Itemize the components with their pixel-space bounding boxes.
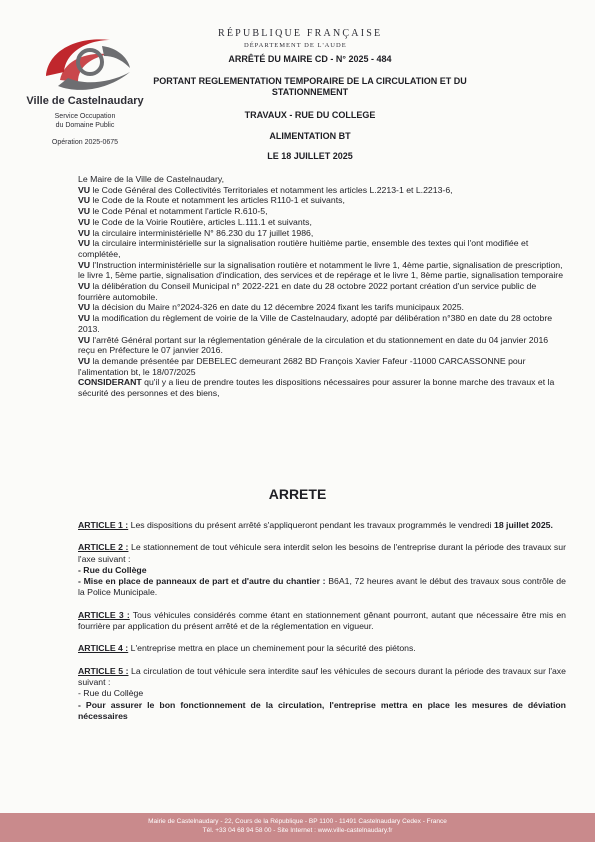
preamble-item (78, 335, 566, 356)
preamble-item (78, 377, 566, 398)
preamble-text: la décision du Maire n°2024-326 en date du 12 décembre 2024 fixant les tarifs municipaux 2025. (90, 302, 464, 313)
preamble-text: la modification du règlement de voirie de la Ville de Castelnaudary, adopté par délibération n°380 en date du 28 octobre 2013. (78, 313, 553, 334)
subject-line-2: STATIONNEMENT (271, 87, 349, 97)
preamble-item (78, 228, 566, 239)
article-5 (78, 666, 566, 722)
subject-line-1: PORTANT REGLEMENTATION TEMPORAIRE DE LA CIRCULATION ET DU (153, 76, 467, 86)
preamble-intro: Le Maire de la Ville de Castelnaudary, (78, 174, 225, 184)
article-4 (78, 643, 566, 654)
preamble-keyword: VU (78, 313, 91, 324)
preamble-text: l'arrêté Général portant sur la réglementation générale de la circulation et du stationnement en date du 04 janvier 2016 reçu en Préfecture le 07 janvier 2016. (78, 334, 549, 356)
article-5-text: La circulation de tout véhicule sera interdite sauf les véhicules de secours durant la période des travaux sur l'axe suivant : (78, 665, 566, 687)
preamble-keyword: VU (78, 238, 91, 249)
preamble-item (78, 356, 566, 377)
service-line-2: du Domaine Public (55, 122, 115, 129)
preamble-text: le Code de la Route et notamment les articles R110-1 et suivants, (90, 195, 345, 206)
article-5-street: - Rue du Collège (78, 688, 144, 699)
article-2 (78, 542, 566, 598)
preamble-keyword: VU (78, 227, 91, 238)
preamble-keyword: VU (78, 302, 91, 313)
alimentation-title: ALIMENTATION BT (269, 131, 351, 141)
preamble-keyword: VU (78, 259, 91, 270)
article-5-label: ARTICLE 5 : (78, 665, 129, 676)
article-3-label: ARTICLE 3 : (78, 609, 130, 620)
preamble-item (78, 313, 566, 334)
article-2-panel-label: - Mise en place de panneaux de part et d'autre du chantier : (78, 576, 326, 587)
preamble-item (78, 185, 566, 196)
preamble-text: la demande présentée par DEBELEC demeurant 2682 BD François Xavier Fafeur -11000 CARCASSONNE pour l'alimentation bt, le 18/07/2025 (78, 355, 526, 377)
preamble-item (78, 195, 566, 206)
preamble-keyword: VU (78, 195, 91, 206)
preamble-keyword: VU (78, 281, 91, 292)
article-1 (78, 520, 566, 531)
article-2-label: ARTICLE 2 : (78, 542, 129, 553)
preamble-text: l'Instruction interministérielle sur la signalisation routière et notamment le livre 1, 4ème partie, signalisation de prescription, le livre 1, 5ème partie, signalisation d'indication, des services et de repérage et le livre 1, 8ème partie, signalisation temporaire (78, 259, 564, 281)
article-5-detour: - Pour assurer le bon fonctionnement de la circulation, l'entreprise mettra en place les mesures de déviation nécessaires (78, 699, 566, 721)
service-line-1: Service Occupation (54, 113, 116, 120)
department-heading: DÉPARTEMENT DE L'AUDE (244, 42, 347, 49)
city-name: Ville de Castelnaudary (26, 95, 144, 107)
service-label (22, 112, 148, 130)
footer-contact: Tél. +33 04 68 94 58 00 - Site Internet : www.ville-castelnaudary.fr (202, 827, 393, 834)
preamble-item (78, 281, 566, 302)
preamble-text: qu'il y a lieu de prendre toutes les dispositions nécessaires pour assurer la bonne marche des travaux et la sécurité des personnes et des biens, (78, 377, 555, 399)
preamble-item (78, 217, 566, 228)
article-1-label: ARTICLE 1 : (78, 520, 129, 530)
date-title: LE 18 JUILLET 2025 (267, 151, 353, 161)
article-1-text: Les dispositions du présent arrêté s'appliqueront pendant les travaux programmés le vendredi (128, 520, 494, 530)
preamble-text: le Code Pénal et notamment l'article R.610-5, (90, 206, 268, 217)
works-title: TRAVAUX - RUE DU COLLEGE (244, 110, 376, 120)
preamble-text: la circulaire interministérielle N° 86.230 du 17 juillet 1986, (90, 227, 314, 238)
subject-title (150, 76, 470, 98)
arrete-heading: ARRETE (268, 486, 327, 502)
preamble-keyword: VU (78, 334, 91, 345)
article-1-date: 18 juillet 2025. (493, 520, 553, 530)
republic-heading: RÉPUBLIQUE FRANÇAISE (218, 28, 383, 39)
preamble-item (78, 238, 566, 259)
preamble-keyword: VU (78, 355, 91, 366)
preamble-item (78, 260, 566, 281)
preamble-text: la délibération du Conseil Municipal n° 2022-221 en date du 28 octobre 2022 portant création d'un service public de fourrière automobile. (78, 281, 537, 302)
preamble-list (78, 185, 566, 399)
preamble-keyword: VU (78, 184, 91, 195)
preamble-text: la circulaire interministérielle sur la signalisation routière huitième partie, ensemble des textes qui l'ont modifiée et complétée, (78, 238, 529, 259)
preamble-text: le Code de la Voirie Routière, articles L.111.1 et suivants, (90, 216, 312, 227)
arrete-number: ARRÊTÉ DU MAIRE CD - N° 2025 - 484 (228, 54, 392, 64)
footer-band (0, 813, 595, 842)
operation-number: Opération 2025-0675 (51, 139, 119, 146)
preamble (78, 174, 566, 399)
preamble-item (78, 302, 566, 313)
article-2-panel-text: B6A1, 72 heures avant le début des travaux sous contrôle de la Police Municipale. (78, 576, 566, 598)
article-2-street: - Rue du Collège (78, 564, 147, 575)
preamble-keyword: CONSIDERANT (78, 377, 142, 388)
article-4-text: L'entreprise mettra en place un cheminement pour la sécurité des piétons. (128, 643, 416, 654)
article-3 (78, 610, 566, 633)
preamble-item (78, 206, 566, 217)
article-4-label: ARTICLE 4 : (78, 643, 129, 654)
preamble-keyword: VU (78, 216, 91, 227)
preamble-keyword: VU (78, 206, 91, 217)
article-3-text: Tous véhicules considérés comme étant en stationnement gênant pourront, autant que nécessaire être mis en fourrière par application du présent arrêté et de la réglementation en vigueur. (78, 609, 567, 632)
castelnaudary-logo-icon (38, 32, 138, 94)
preamble-text: le Code Général des Collectivités Territoriales et notamment les articles L.2213-1 et L.2213-6, (90, 184, 453, 195)
footer-address: Mairie de Castelnaudary - 22, Cours de la République - BP 1100 - 11491 Castelnaudary Cedex - France (148, 818, 447, 825)
articles (78, 520, 566, 733)
article-2-text: Le stationnement de tout véhicule sera interdit selon les besoins de l'entreprise durant la période des travaux sur l'axe suivant : (78, 542, 567, 564)
